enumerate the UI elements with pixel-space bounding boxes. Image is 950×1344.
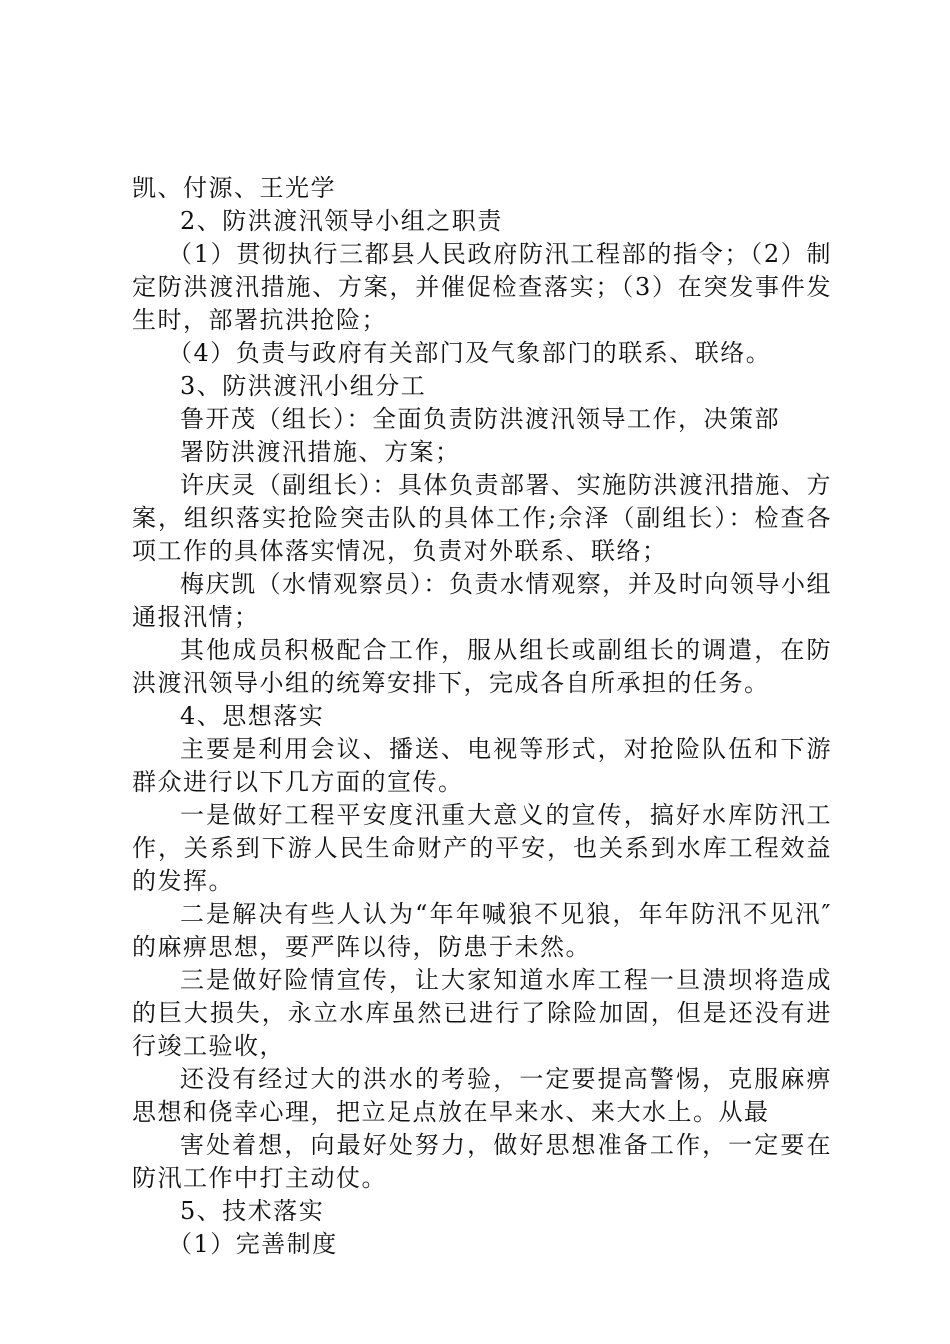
paragraph-worst-case: 害处着想，向最好处努力，做好思想准备工作，一定要在防汛工作中打主动仗。: [132, 1131, 832, 1192]
paragraph-deputy-roles: 许庆灵（副组长）：具体负责部署、实施防洪渡汛措施、方案，组织落实抢险突击队的具体工作;佘泽（副组长）：检查各项工作的具体落实情况，负责对外联系、联络；: [132, 471, 832, 565]
paragraph-duties-1-3: （1）贯彻执行三都县人民政府防汛工程部的指令；（2）制定防洪渡汛措施、方案，并催促检查落实；（3）在突发事件发生时，部署抗洪抢险；: [132, 240, 832, 334]
heading-leadership-duties: 2、防洪渡汛领导小组之职责: [180, 207, 503, 235]
heading-ideology: 4、思想落实: [180, 702, 325, 730]
paragraph-leader-role: 鲁开茂（组长）：全面负责防洪渡汛领导工作，决策部: [180, 405, 780, 433]
paragraph-point-one: 一是做好工程平安度汛重大意义的宣传，搞好水库防汛工作，关系到下游人民生命财产的平安，也关系到水库工程效益的发挥。: [132, 801, 832, 895]
paragraph-member-names-continued: 凯、付源、王光学: [132, 174, 336, 202]
paragraph-point-two: 二是解决有些人认为“年年喊狼不见狼，年年防汛不见汛″的麻痹思想，要严阵以待，防患于未然。: [132, 900, 832, 961]
paragraph-point-three: 三是做好险情宣传，让大家知道水库工程一旦溃坝将造成的巨大损失，永立水库虽然已进行了除险加固，但是还没有进行竣工验收，: [132, 966, 832, 1060]
document-body: [132, 172, 832, 1261]
heading-group-division: 3、防洪渡汛小组分工: [180, 372, 427, 400]
paragraph-duty-4: （4）负责与政府有关部门及气象部门的联系、联络。: [168, 339, 772, 367]
paragraph-leader-role-continued: 署防洪渡汛措施、方案；: [180, 438, 461, 466]
paragraph-other-members: 其他成员积极配合工作，服从组长或副组长的调遣，在防洪渡汛领导小组的统筹安排下，完成各自所承担的任务。: [132, 636, 832, 697]
heading-technical: 5、技术落实: [180, 1197, 325, 1225]
paragraph-improve-system: （1）完善制度: [168, 1230, 338, 1258]
paragraph-point-three-continued: 还没有经过大的洪水的考验，一定要提高警惕，克服麻痹思想和侥幸心理，把立足点放在早来水、来大水上。从最: [132, 1065, 832, 1126]
paragraph-publicity-methods: 主要是利用会议、播送、电视等形式，对抢险队伍和下游群众进行以下几方面的宣传。: [132, 735, 832, 796]
paragraph-water-observer: 梅庆凯（水情观察员）：负责水情观察，并及时向领导小组通报汛情；: [132, 570, 832, 631]
